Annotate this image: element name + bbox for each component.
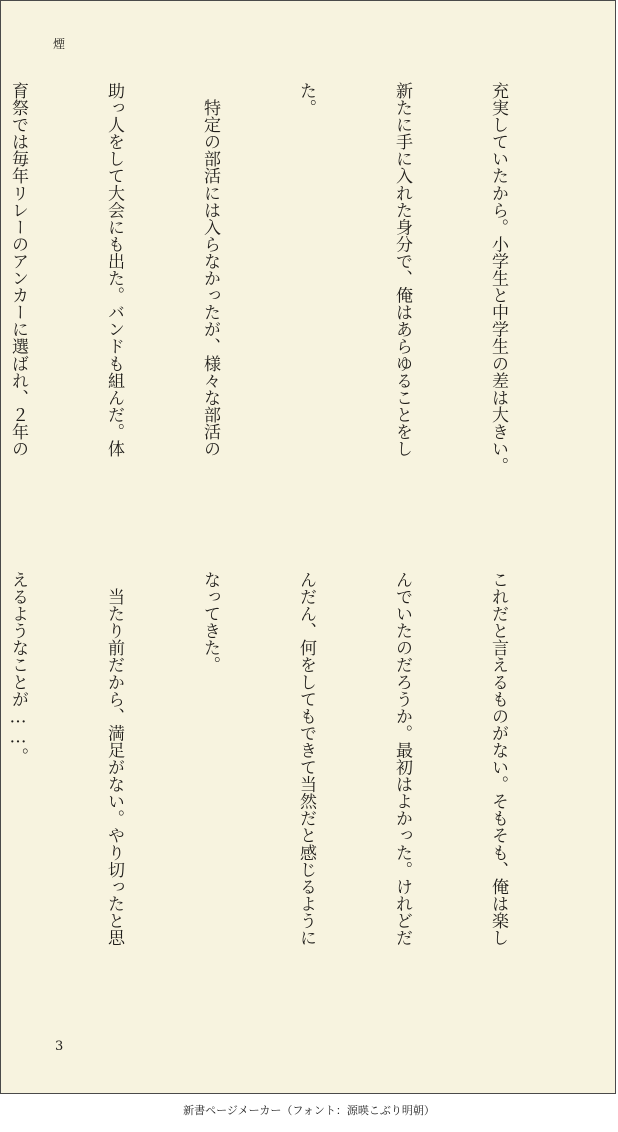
upper-text-block	[8, 82, 578, 528]
text-column: 新たに手に入れた身分で、俺はあらゆることをし	[392, 82, 412, 458]
footer-credit: 新書ページメーカー（フォント：源暎こぶり明朝）	[183, 1104, 435, 1117]
text-column: なってきた。	[200, 571, 220, 674]
text-column: えるようなことが……。	[8, 571, 28, 765]
text-column: んでいたのだろうか。最初はよかった。けれどだ	[392, 571, 412, 947]
running-title: 煙	[53, 37, 66, 51]
text-column: 特定の部活には入らなかったが、様々な部活の	[200, 82, 220, 458]
text-column: 充実していたから。小学生と中学生の差は大きい。	[488, 82, 508, 475]
lower-text-block	[8, 571, 578, 1017]
text-column: 当たり前だから、満足がない。やり切ったと思	[104, 571, 124, 947]
text-column: これだと言えるものがない。そもそも、俺は楽し	[488, 571, 508, 947]
page-number: 3	[55, 1039, 64, 1054]
text-column: た。	[296, 82, 316, 117]
text-column: んだん、何をしてもできて当然だと感じるように	[296, 571, 316, 947]
text-column: 育祭では毎年リレーのアンカーに選ばれ、２年の	[8, 82, 28, 458]
text-column: 助っ人をして大会にも出た。バンドも組んだ。体	[104, 82, 124, 458]
